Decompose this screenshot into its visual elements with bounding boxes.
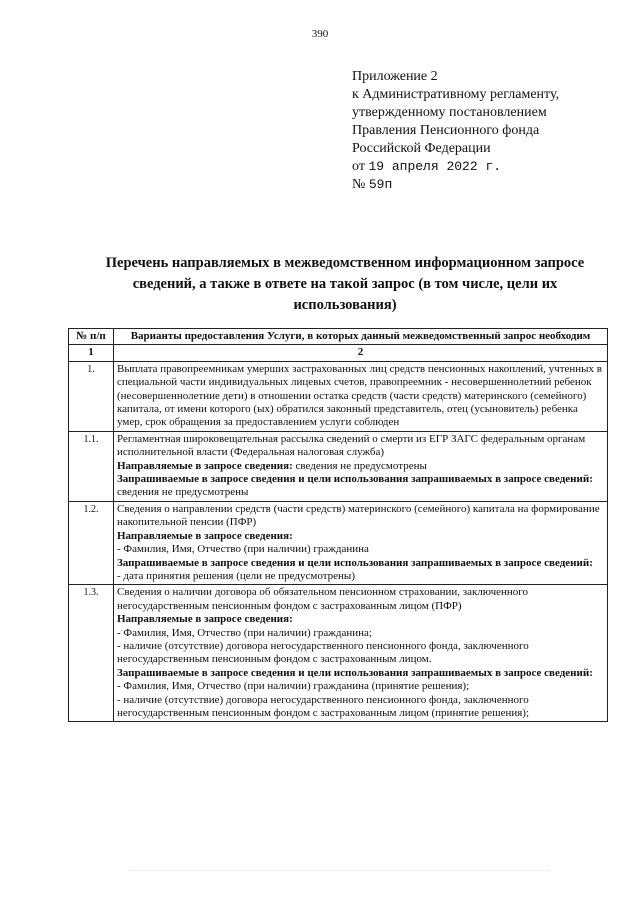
appendix-date [352,158,559,176]
header-text: Варианты предоставления Услуги, в которых данный межведомственный запрос необходим [114,329,608,345]
requested-label: Запрашиваемые в запросе сведения и цели использования запрашиваемых в запросе сведений: [117,556,593,569]
sent-info [117,460,604,473]
row-text: Выплата правопреемникам умерших застрахованных лиц средств пенсионных накоплений, учтенных в специальной части индивидуальных лицевых счетов, правопреемник - несовершеннолетний ребенок (несовершеннолетние дети) в отношении остатка средств (части средств) материнского (семейного) капитала, от имени которого (ых) обратился законный представитель, отец (усыновитель) ребенка умер, срок обращения за предоставлением услуги соблюден [114,361,608,431]
row-text: Регламентная широковещательная рассылка сведений о смерти из ЕГР ЗАГС федеральным органам исполнительной власти (Федеральная налоговая служба) [117,432,586,459]
appendix-line: Правления Пенсионного фонда [352,123,540,138]
row-number: 1.1. [69,431,114,501]
row-text: Сведения о наличии договора об обязательном пенсионном страховании, заключенного негосударственным пенсионным фондом с застрахованным лицом (ПФР) [117,586,529,612]
title-line: сведений, а также в ответе на такой запрос (в том числе, цели их [132,276,558,292]
number-value: 59п [368,177,393,192]
sent-value: сведения не предусмотрены [292,459,427,472]
title-line: Перечень направляемых в межведомственном информационном запросе [105,255,585,271]
column-index-1: 1 [69,345,114,361]
table-row [69,585,608,722]
row-content [114,431,608,501]
appendix-line: Приложение 2 [352,69,438,84]
title-line: использования) [293,297,397,313]
appendix-block [352,68,559,194]
header-num: № п/п [69,329,114,345]
requested-item: - наличие (отсутствие) договора негосударственного пенсионного фонда, заключенного негосударственным пенсионным фондом с застрахованным лицом (принятие решения); [117,693,530,719]
services-table [68,328,608,722]
date-prefix: от [352,159,365,174]
column-index-2: 2 [114,345,608,361]
sent-item: - Фамилия, Имя, Отчество (при наличии) гражданина [117,543,369,556]
appendix-line: Российской Федерации [352,141,491,156]
row-number: 1.2. [69,501,114,584]
sent-label: Направляемые в запросе сведения: [117,529,293,542]
row-number: 1. [69,361,114,431]
row-text: Сведения о направлении средств (части средств) материнского (семейного) капитала на формирование накопительной пенсии (ПФР) [117,502,600,529]
page-number: 390 [311,28,329,40]
table-header-row [69,329,608,345]
requested-item: - дата принятия решения (цели не предусмотрены) [117,569,355,582]
sent-item: - наличие (отсутствие) договора негосударственного пенсионного фонда, заключенного негосударственным пенсионным фондом с застрахованным лицом. [117,639,529,666]
sent-label: Направляемые в запросе сведения: [117,613,293,626]
row-content [114,501,608,584]
requested-item: - Фамилия, Имя, Отчество (при наличии) гражданина (принятие решения); [117,680,470,693]
table-row [69,431,608,501]
document-title [80,253,610,316]
number-prefix: № [352,177,366,192]
sent-item: - Фамилия, Имя, Отчество (при наличии) гражданина; [117,626,372,639]
appendix-line: утвержденному постановлением [352,105,547,120]
row-number: 1.3. [69,585,114,722]
requested-value: сведения не предусмотрены [117,486,249,499]
date-value: 19 апреля 2022 г. [368,159,502,174]
requested-label: Запрашиваемые в запросе сведения и цели использования запрашиваемых в запросе сведений: [117,666,593,679]
requested-info [117,473,604,500]
scan-artifact [130,858,550,871]
row-content [114,585,608,722]
sent-label: Направляемые в запросе сведения: [117,459,293,472]
table-index-row [69,345,608,361]
appendix-line: к Административному регламенту, [352,87,560,102]
table-row [69,501,608,584]
requested-label: Запрашиваемые в запросе сведения и цели использования запрашиваемых в запросе сведений: [117,473,593,486]
table-row [69,361,608,431]
appendix-number [352,176,559,194]
